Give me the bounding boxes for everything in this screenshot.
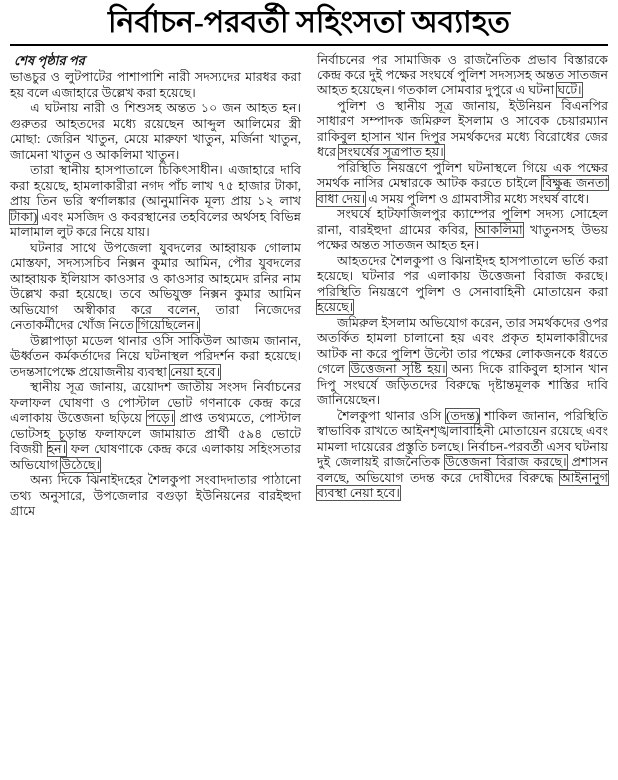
article-paragraph bbox=[10, 334, 301, 380]
article-paragraph bbox=[317, 316, 608, 409]
article-paragraph bbox=[317, 53, 608, 99]
annotation-boxed-text: (তদন্ত) bbox=[446, 408, 480, 423]
article-paragraph bbox=[10, 473, 301, 519]
article-paragraph bbox=[317, 161, 608, 207]
annotation-boxed-text: উত্তেজনা সৃষ্টি হয়। bbox=[350, 362, 446, 377]
article-paragraph bbox=[317, 99, 608, 161]
annotation-boxed-text: আইনানুগ ব্যবস্থা নেয়া হবে। bbox=[317, 470, 608, 501]
paragraph-text: ফল ঘোষণাকে কেন্দ্র করে এলাকায় সহিংসতার অভিযোগ bbox=[10, 442, 302, 472]
paragraph-text: পুলিশ ও স্থানীয় সূত্র জানায়, ইউনিয়ন বিএনপির সাধারণ সম্পাদক জমিরুল ইসলাম ও সাবেক চেয়ারম্যান রাকিবুল হাসান খান দিপুর সমর্থকদের মধ্যে বিরোধের জের ধরে bbox=[317, 98, 608, 160]
paragraph-text: জমিরুল ইসলাম অভিযোগ করেন, তার সমর্থকদের ওপর অতর্কিত হামলা চালানো হয় এবং প্রকৃত হামলাকারীদের আটক না করে পুলিশ উল্টো তার পক্ষের লোকজনকে ধরতে গেলে bbox=[317, 315, 608, 377]
paragraph-text: নির্বাচনের পর সামাজিক ও রাজনৈতিক প্রভাব বিস্তারকে কেন্দ্র করে দুই পক্ষের সংঘর্ষে পুলিশ সদস্যসহ অন্তত সাতজন আহত হয়েছেন। গতকাল সোমবার দুপুরে এ ঘটনা bbox=[317, 52, 608, 98]
article-paragraph bbox=[317, 207, 608, 253]
annotation-boxed-text: বিক্ষুব্ধ জনতা বাধা দেয়। bbox=[317, 176, 609, 206]
article-paragraph bbox=[10, 163, 301, 240]
annotation-boxed-text: টাকা) bbox=[10, 209, 38, 224]
article-paragraph bbox=[10, 101, 301, 163]
paragraph-text: শাকিল জানান, পরিস্থিতি স্বাভাবিক রাখতে আইনশৃঙ্খলাবাহিনী মোতায়েন রয়েছে এবং মামলা দায়েরের প্রস্তুতি চলছে। নির্বাচন-পরবর্তী এসব ঘটনায় দুই জেলায়ই রাজনৈতিক bbox=[317, 408, 609, 470]
annotation-boxed-text: ঘটে। bbox=[557, 83, 582, 98]
article-headline: নির্বাচন-পরবর্তী সহিংসতা অব্যাহত bbox=[107, 6, 511, 39]
paragraph-text: খাতুনসহ উভয় পক্ষের অন্তত সাতজন আহত হন। bbox=[317, 222, 608, 253]
paragraph-text: সংঘর্ষে হাটফাজিলপুর ক্যাম্পের পুলিশ সদস্য সোহেল রানা, বারইহুদা গ্রামের কবির, bbox=[317, 207, 608, 237]
annotation-boxed-text: হন। bbox=[47, 442, 67, 457]
annotation-boxed-text: গিয়েছিলেন। bbox=[137, 318, 200, 333]
article-paragraph bbox=[10, 241, 301, 334]
paragraph-text: পরিস্থিতি নিয়ন্ত্রণে পুলিশ ঘটনাস্থলে গিয়ে এক পক্ষের সমর্থক নাসির মেম্বারকে আটক করতে চাইলে bbox=[317, 160, 608, 191]
paragraph-text: আহতদের শৈলকুপা ও ঝিনাইদহ হাসপাতালে ভর্তি করা হয়েছে। ঘটনার পর এলাকায় উত্তেজনা বিরাজ করছে। পরিস্থিতি নিয়ন্ত্রণে পুলিশ ও সেনাবাহিনী মোতায়েন করা bbox=[317, 253, 608, 299]
paragraph-text: স্থানীয় সূত্র জানায়, ত্রয়োদশ জাতীয় সংসদ নির্বাচনের ফলাফল ঘোষণা ও পোস্টাল ভোট গণনাকে কেন্দ্র করে এলাকায় উত্তেজনা ছড়িয়ে bbox=[10, 380, 301, 426]
article-column-left bbox=[10, 53, 301, 520]
article-paragraph bbox=[10, 70, 301, 101]
annotation-boxed-text: আকলিমা bbox=[475, 222, 523, 237]
headline-divider bbox=[10, 44, 608, 46]
paragraph-text: উল্লাপাড়া মডেল থানার ওসি সাকিউল আজম জানান, ঊর্ধ্বতন কর্মকর্তাদের নিয়ে ঘটনাস্থল পরিদর্শন করা হয়েছে। তদন্তসাপেক্ষে প্রয়োজনীয় ব্যবস্থা bbox=[10, 333, 301, 379]
annotation-boxed-text: সংঘর্ষের সূত্রপাত হয়। bbox=[339, 145, 444, 160]
paragraph-text: ভাঙচুর ও লুটপাটের পাশাপাশি নারী সদস্যদের মারধর করা হয় বলে এজাহারে উল্লেখ করা হয়েছে। bbox=[10, 70, 301, 100]
article-paragraph bbox=[317, 254, 608, 316]
annotation-boxed-text: পড়ে। bbox=[147, 411, 175, 426]
paragraph-text: অন্য দিকে ঝিনাইদহের শৈলকুপা সংবাদদাতার পাঠানো তথ্য অনুসারে, উপজেলার বগুড়া ইউনিয়নের বারইহুদা গ্রামে bbox=[10, 473, 301, 519]
article-column-right bbox=[317, 53, 608, 520]
annotation-boxed-text: নেয়া হবে। bbox=[170, 364, 221, 379]
paragraph-text: প্রাপ্ত তথ্যমতে, পোস্টাল ভোটসহ চূড়ান্ত ফলাফলে জামায়াত প্রার্থী ৫৯৪ ভোটে বিজয়ী bbox=[10, 411, 301, 457]
continuation-label: শেষ পৃষ্ঠার পর bbox=[14, 52, 85, 68]
paragraph-text: এ সময় পুলিশ ও গ্রামবাসীর মধ্যে সংঘর্ষ বাধে। bbox=[365, 191, 590, 206]
paragraph-text: তারা স্থানীয় হাসপাতালে চিকিৎসাধীন। এজাহারে দাবি করা হয়েছে, হামলাকারীরা নগদ পাঁচ লাখ ৭৫ হাজার টাকা, প্রায় তিন ভরি স্বর্ণালঙ্কার (আনুমানিক মূল্য প্রায় ১২ লাখ bbox=[10, 163, 301, 209]
annotation-boxed-text: উত্তেজনা বিরাজ করছে। bbox=[445, 455, 567, 470]
annotation-boxed-text: উঠেছে। bbox=[61, 457, 101, 472]
paragraph-text: এবং মসজিদ ও কবরস্থানের তহবিলের অর্থসহ বিভিন্ন মালামাল লুট করে নিয়ে যায়। bbox=[10, 209, 301, 240]
article-body bbox=[10, 53, 608, 520]
annotation-boxed-text: হয়েছে। bbox=[317, 300, 354, 315]
article-paragraph bbox=[10, 380, 301, 473]
article-paragraph bbox=[317, 409, 608, 502]
paragraph-text: অন্য দিকে রাকিবুল হাসান খান দিপু সংঘর্ষে জড়িতদের বিরুদ্ধে দৃষ্টান্তমূলক শাস্তির দাবি জানিয়েছেন। bbox=[317, 362, 608, 408]
paragraph-text: প্রশাসন বলছে, অভিযোগ তদন্ত করে দোষীদের বিরুদ্ধে bbox=[317, 455, 608, 485]
paragraph-text: ঘটনার সাথে উপজেলা যুবদলের আহ্বায়ক গোলাম মোস্তফা, সদস্যসচিব নিক্সন কুমার আমিন, পৌর যুবদলের আহ্বায়ক ইলিয়াস কাওসার ও কাওসার আহমেদ রনির নাম উল্লেখ করা হয়েছে। তবে অভিযুক্ত নিক্সন কুমার আমিন অভিযোগ অস্বীকার করে বলেন, তারা নিজেদের নেতাকর্মীদের খোঁজ নিতে bbox=[10, 240, 301, 333]
paragraph-text: এ ঘটনায় নারী ও শিশুসহ অন্তত ১০ জন আহত হন। গুরুতর আহতদের মধ্যে রয়েছেন আব্দুল আলিমের স্ত্রী মোছা: জেরিন খাতুন, মেয়ে মারুফা খাতুন, মর্জিনা খাতুন, জামেনা খাতুন ও আকলিমা খাতুন। bbox=[10, 101, 301, 162]
paragraph-text: শৈলকুপা থানার ওসি bbox=[337, 408, 447, 423]
